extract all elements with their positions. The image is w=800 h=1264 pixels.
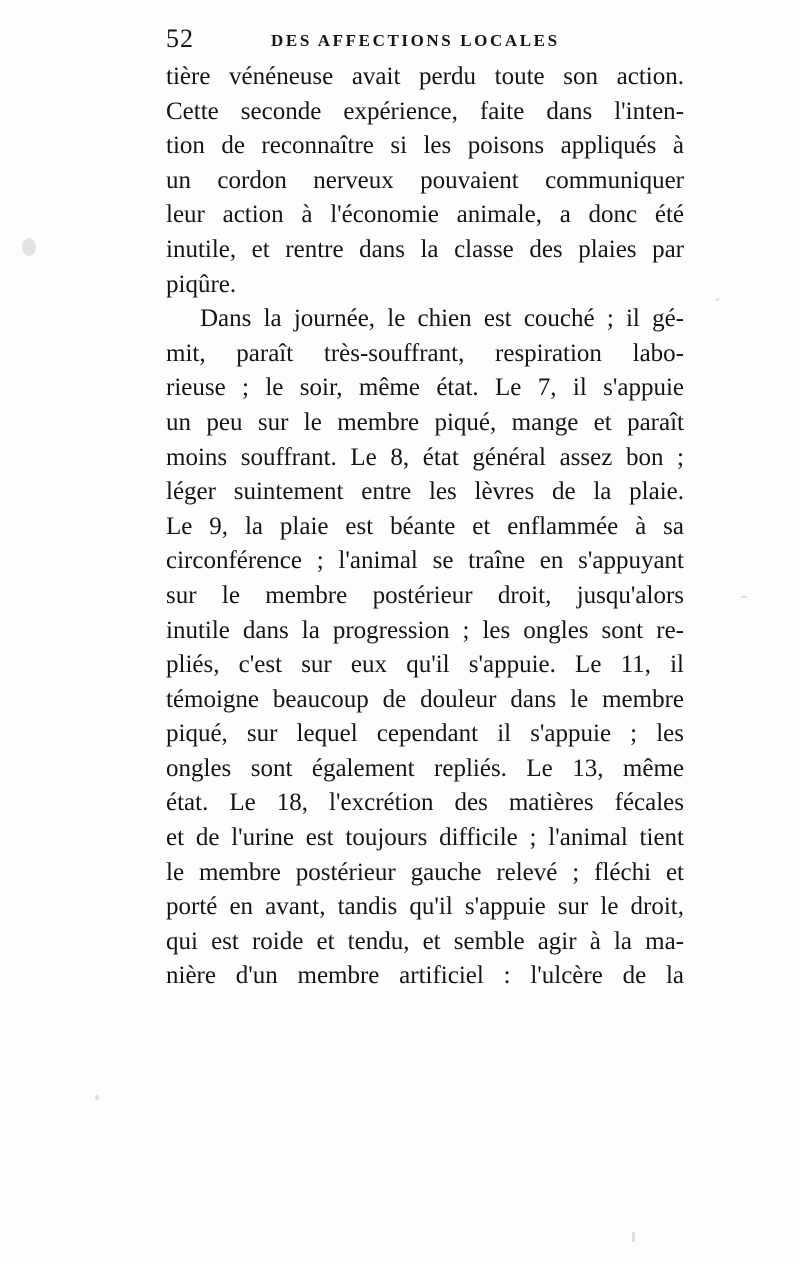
text-line: rieuse ; le soir, même état. Le 7, il s'appuie	[166, 374, 684, 402]
body-text	[166, 60, 684, 994]
text-line: sur le membre postérieur droit, jusqu'alors	[166, 581, 684, 609]
paragraph-start-line: Dans la journée, le chien est couché ; il gé-	[200, 305, 684, 333]
text-line: moins souffrant. Le 8, état général assez bon ;	[166, 443, 684, 471]
text-line: tion de reconnaître si les poisons appliqués à	[166, 132, 684, 160]
text-line: un peu sur le membre piqué, mange et paraît	[166, 408, 684, 436]
paper-speck	[632, 1232, 635, 1242]
page-number: 52	[166, 24, 194, 53]
paper-speck	[741, 596, 747, 598]
text-line: le membre postérieur gauche relevé ; fléchi et	[166, 858, 684, 886]
text-line: état. Le 18, l'excrétion des matières fécales	[166, 789, 684, 817]
text-line: inutile dans la progression ; les ongles sont re-	[166, 616, 684, 644]
text-line: leur action à l'économie animale, a donc été	[166, 201, 684, 229]
text-line: et de l'urine est toujours difficile ; l'animal tient	[166, 824, 684, 852]
running-header	[166, 22, 706, 62]
text-line: circonférence ; l'animal se traîne en s'appuyant	[166, 547, 684, 575]
paper-speck	[95, 1095, 99, 1100]
text-line: Cette seconde expérience, faite dans l'inten-	[166, 97, 684, 125]
text-line: mit, paraît très-souffrant, respiration labo-	[166, 339, 684, 367]
text-line: nière d'un membre artificiel : l'ulcère de la	[166, 962, 684, 990]
text-line: inutile, et rentre dans la classe des plaies par	[166, 235, 684, 263]
running-title: DES AFFECTIONS LOCALES	[271, 31, 560, 50]
text-line: piqué, sur lequel cependant il s'appuie ; les	[166, 720, 684, 748]
text-line: qui est roide et tendu, et semble agir à la ma-	[166, 927, 684, 955]
text-line: Le 9, la plaie est béante et enflammée à sa	[166, 512, 684, 540]
text-line: tière vénéneuse avait perdu toute son action.	[166, 63, 684, 90]
text-line: témoigne beaucoup de douleur dans le membre	[166, 685, 684, 713]
text-line: piqûre.	[166, 270, 237, 298]
text-line: un cordon nerveux pouvaient communiquer	[166, 166, 684, 194]
text-line: léger suintement entre les lèvres de la plaie.	[166, 478, 684, 506]
text-line: pliés, c'est sur eux qu'il s'appuie. Le 11, il	[166, 651, 684, 679]
paper-speck	[22, 238, 36, 256]
paper-speck	[716, 298, 719, 301]
text-line: ongles sont également repliés. Le 13, même	[166, 754, 684, 782]
text-line: porté en avant, tandis qu'il s'appuie sur le droit,	[166, 893, 684, 921]
